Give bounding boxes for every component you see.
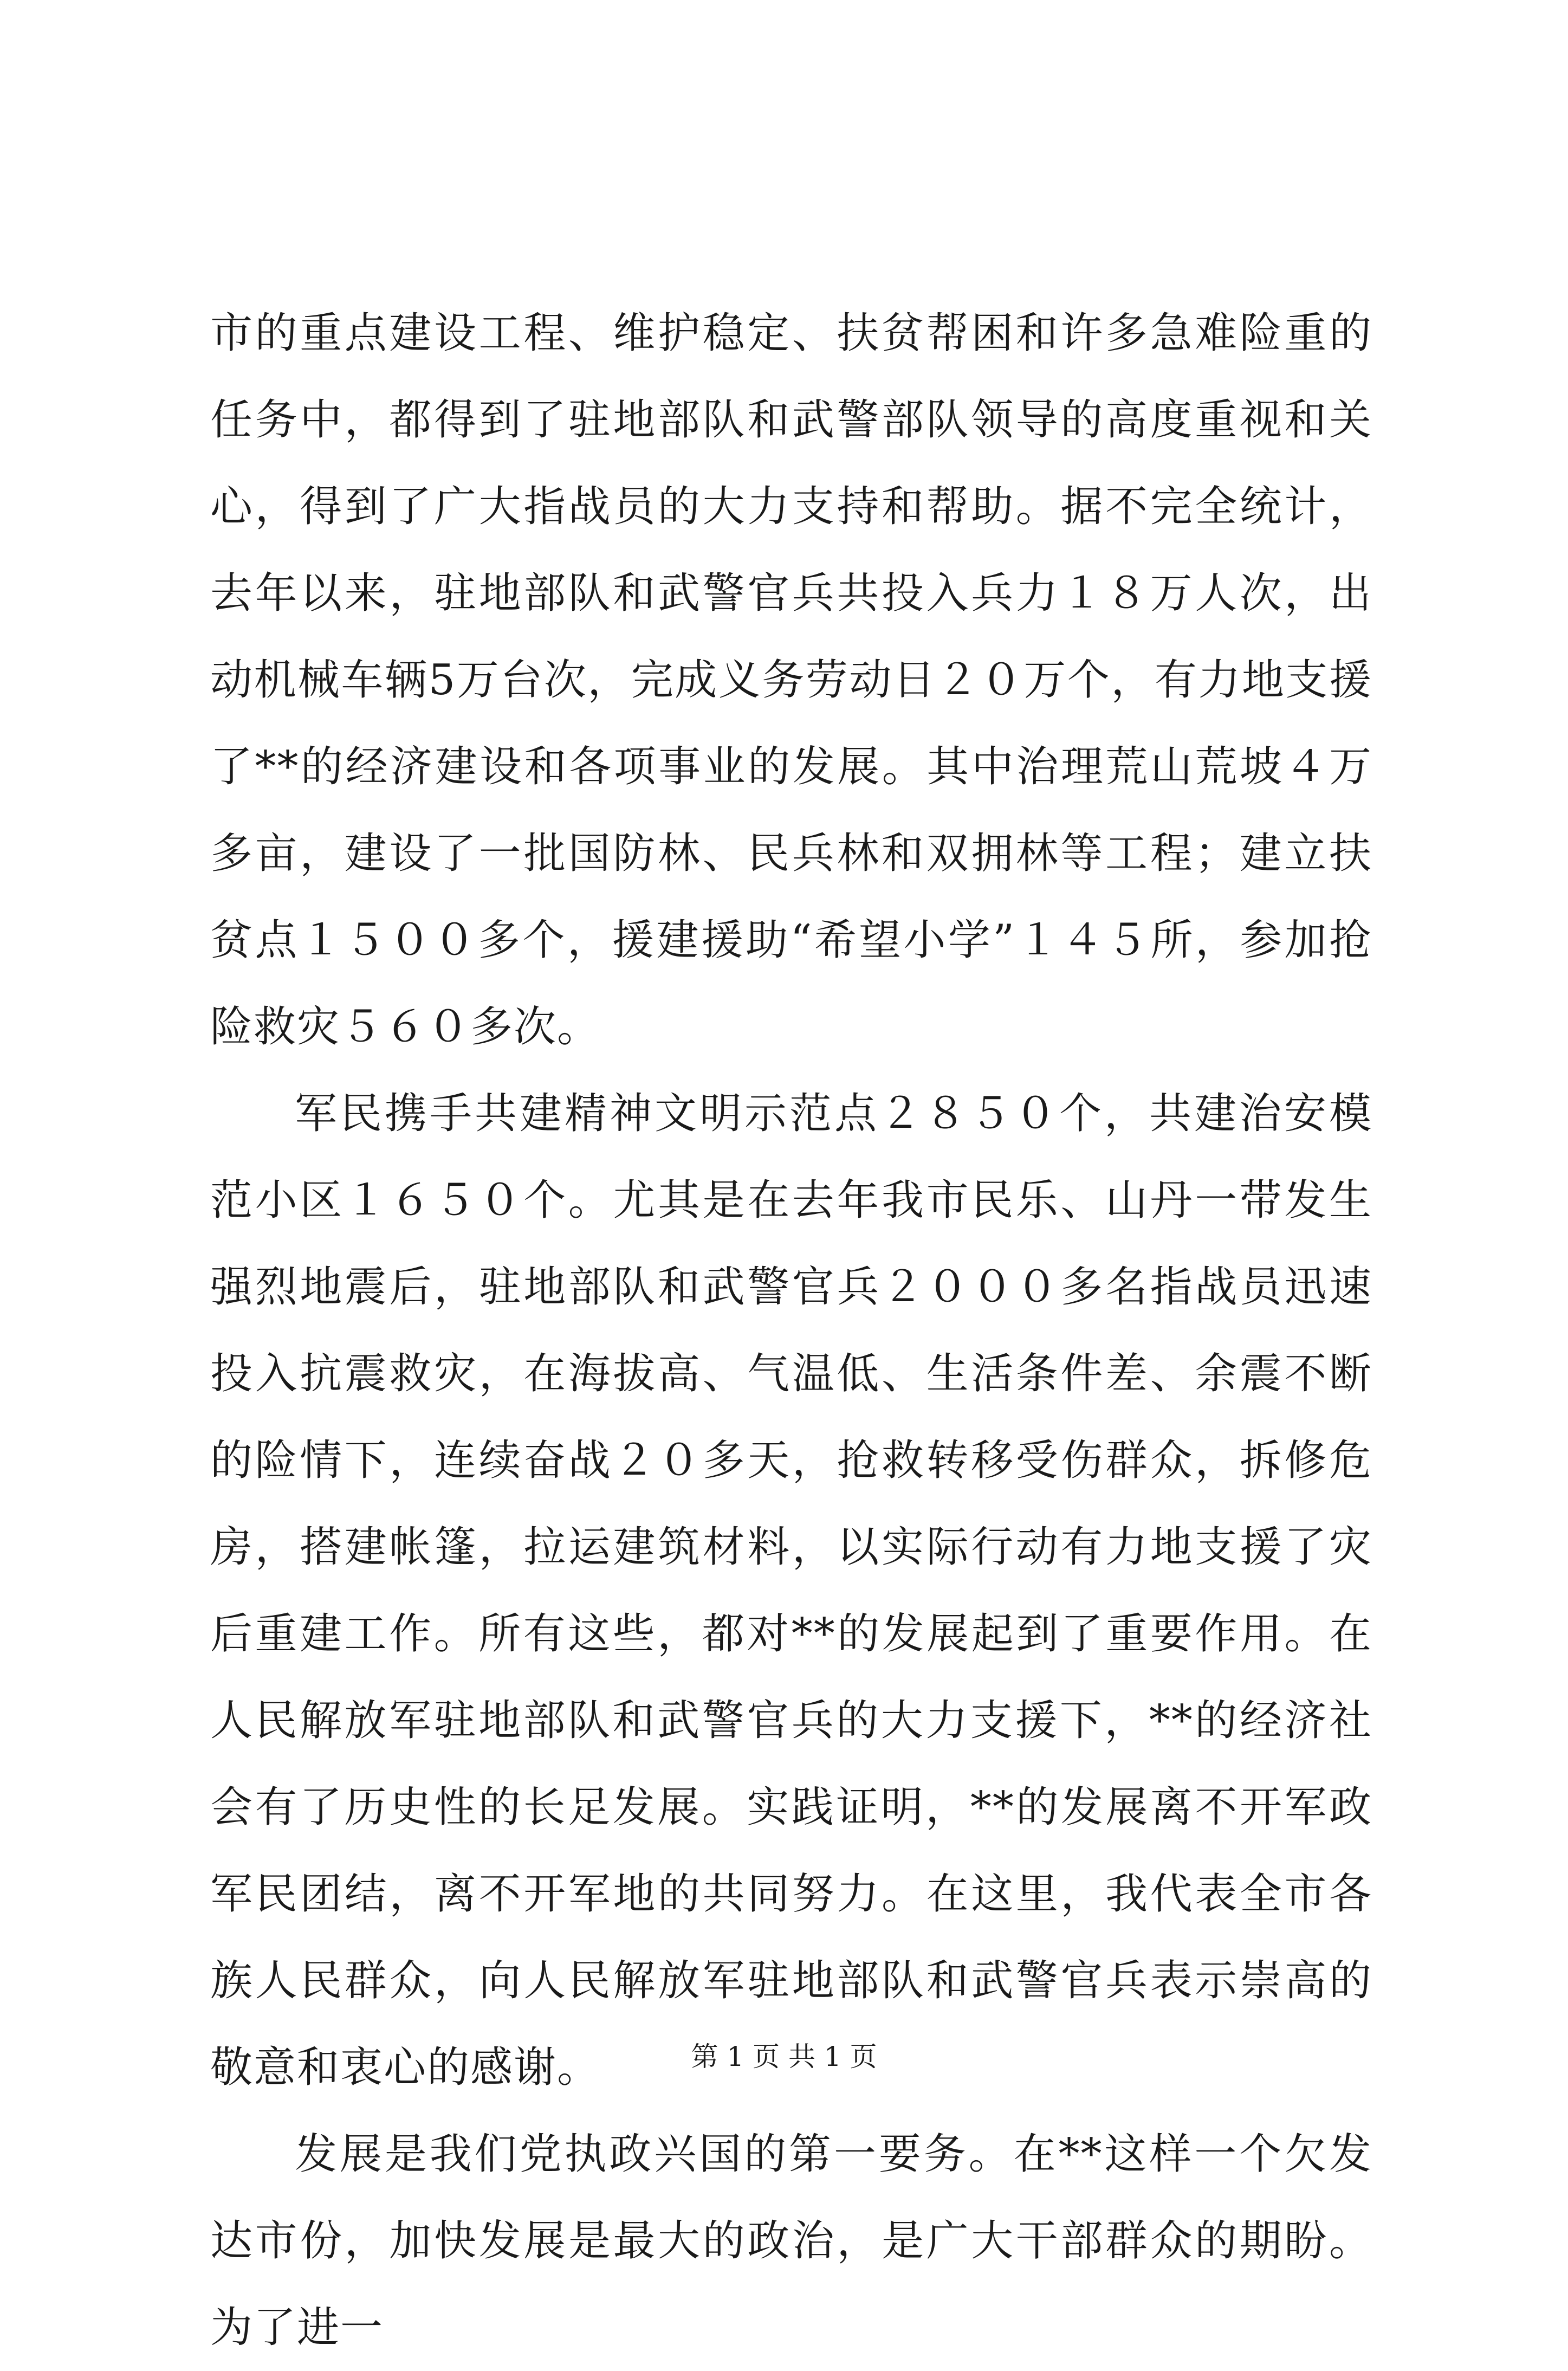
paragraph-3: 发展是我们党执政兴国的第一要务。在**这样一个欠发达市份，加快发展是最大的政治，是广大干部群众的期盼。为了进一	[210, 2130, 1372, 2352]
paragraph-2: 军民携手共建精神文明示范点２８５０个，共建治安模范小区１６５０个。尤其是在去年我市民乐、山丹一带发生强烈地震后，驻地部队和武警官兵２０００多名指战员迅速投入抗震救灾，在海拔高、气温低、生活条件差、余震不断的险情下，连续奋战２０多天，抢救转移受伤群众，拆修危房，搭建帐篷，拉运建筑材料，以实际行动有力地支援了灾后重建工作。所有这些，都对**的发展起到了重要作用。在人民解放军驻地部队和武警官兵的大力支援下，**的经济社会有了历史性的长足发展。实践证明，**的发展离不开军政军民团结，离不开军地的共同努力。在这里，我代表全市各族人民群众，向人民解放军驻地部队和武警官兵表示崇高的敬意和衷心的感谢。	[210, 1089, 1372, 2092]
paragraph-1: 市的重点建设工程、维护稳定、扶贫帮困和许多急难险重的任务中，都得到了驻地部队和武警部队领导的高度重视和关心，得到了广大指战员的大力支持和帮助。据不完全统计，去年以来，驻地部队和武警官兵共投入兵力１８万人次，出动机械车辆5万台次，完成义务劳动日２０万个，有力地支援了**的经济建设和各项事业的发展。其中治理荒山荒坡４万多亩，建设了一批国防林、民兵林和双拥林等工程；建立扶贫点１５００多个，援建援助“希望小学”１４５所，参加抢险救灾５６０多次。	[210, 309, 1372, 1051]
page-number-footer: 第 1 页 共 1 页	[691, 2041, 877, 2072]
